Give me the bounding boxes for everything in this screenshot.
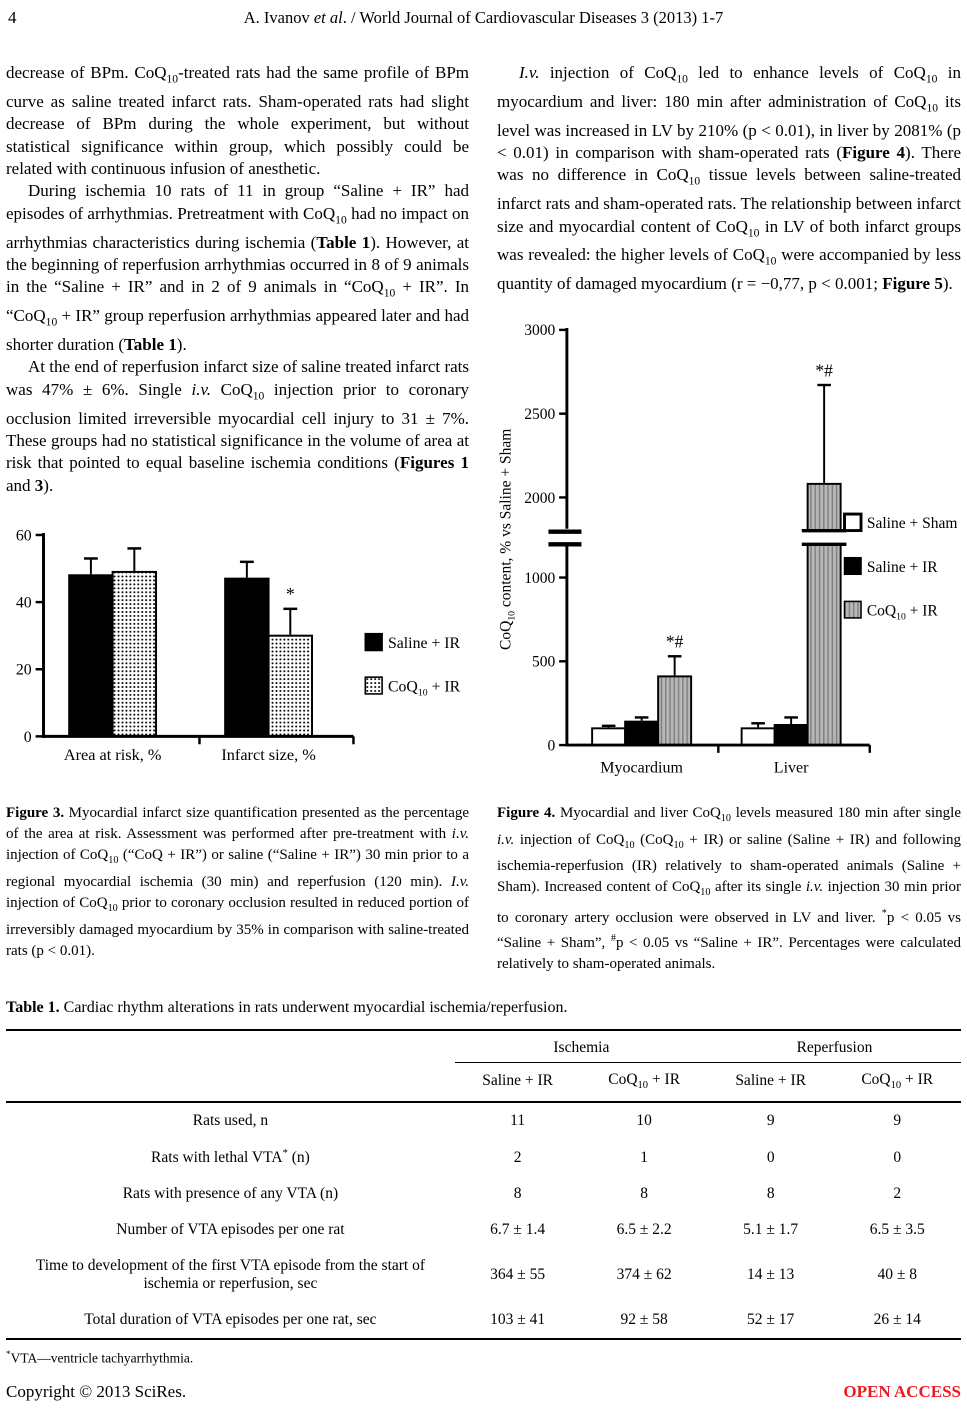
cell-value: 9 (766, 1112, 775, 1130)
legend-label: Saline + IR (866, 558, 938, 576)
bar (592, 728, 625, 745)
running-title: A. Ivanov et al. / World Journal of Cardiovascular Diseases 3 (2013) 1-7 (243, 8, 724, 27)
cell-value: 2 (513, 1148, 522, 1166)
paragraph: decrease of BPm. CoQ$_{10}$-treated rats had the same profile of BPm curve as saline treated infarct rats. Sham-operated rats had slight decrease of BPm during the whole experiment, but without statistical significance within group, which possibly could be related with continuous infusion of anesthetic. (6, 63, 469, 179)
cell-value: 6.7 ± 1.4 (490, 1221, 546, 1239)
table-row (6, 1176, 961, 1212)
col-header: Saline + IR (708, 1062, 834, 1102)
cell-value: 8 (766, 1185, 775, 1203)
y-tick-label: 500 (531, 653, 556, 671)
cell-value: 103 ± 41 (455, 1302, 581, 1339)
cell-value: 8 (640, 1185, 649, 1203)
y-tick-label: 0 (23, 729, 32, 747)
bar (658, 676, 691, 745)
legend-label: CoQ$_{10}$ + IR (866, 602, 938, 622)
bar (269, 636, 312, 737)
left-column (6, 62, 469, 975)
bar (742, 728, 775, 745)
figure4-bar-chart (497, 306, 961, 792)
table-row (6, 1139, 961, 1176)
page-footer (6, 1382, 961, 1404)
cell-value: 10 (636, 1112, 652, 1130)
cell-value: 374 ± 62 (616, 1266, 672, 1284)
significance-marker: * (285, 584, 295, 605)
cell-value: 9 (893, 1112, 902, 1130)
cell-value: 0 (766, 1148, 775, 1166)
col-header: CoQ$_{10}$ + IR (833, 1062, 961, 1102)
y-tick-label: 2500 (524, 405, 556, 423)
figure4 (497, 306, 961, 975)
table1-title: Table 1. Cardiac rhythm alterations in rats underwent myocardial ischemia/reperfusion. (6, 998, 568, 1016)
category-label: Liver (773, 758, 809, 776)
row-label: Rats with presence of any VTA (n) (122, 1185, 339, 1203)
cell-value: 6.5 ± 3.5 (869, 1221, 925, 1239)
y-tick-label: 3000 (524, 321, 556, 339)
blank-cell (6, 1030, 455, 1063)
y-tick-label: 20 (15, 661, 32, 679)
group-header-reperfusion: Reperfusion (708, 1030, 961, 1063)
y-tick-label: 1000 (524, 569, 556, 587)
category-label: Area at risk, % (63, 745, 162, 765)
blank-cell (6, 1062, 455, 1102)
cell-value: 1 (640, 1148, 649, 1166)
y-tick-label: 0 (547, 737, 556, 755)
bar (225, 579, 268, 737)
page-header (6, 8, 961, 32)
figure3-caption: Figure 3. Myocardial infarct size quantification presented as the percentage of the area at risk. Assessment was performed after pre-treatment with i.v. injection of CoQ$_{10}$ (“CoQ + IR”) or saline (“Saline + IR”) 30 min prior to a regional myocardial ischemia (30 min) and reperfusion (120 min). I.v. injection of CoQ$_{10}$ prior to coronary occlusion resulted in reduced portion of irreversibly damaged myocardium by 35% in comparison with saline-treated rats (p < 0.01). (6, 805, 470, 959)
legend-label: CoQ$_{10}$ + IR (388, 678, 461, 699)
table-row (6, 1302, 961, 1339)
figure4-caption: Figure 4. Myocardial and liver CoQ$_{10}$ levels measured 180 min after single i.v. injection of CoQ$_{10}$ (CoQ$_{10}$ + IR) or saline (Saline + IR) and following ischemia-reperfusion (IR) relatively to sham-operated animals (Saline + Sham). Increased content of CoQ$_{10}$ after its single i.v. injection 30 min prior to coronary artery occlusion were observed in LV and liver. *p < 0.05 vs “Saline + Sham”, #p < 0.05 vs “Saline + IR”. Percentages were calculated relatively to sham-operated animals. (497, 804, 962, 973)
figure3 (6, 507, 469, 961)
significance-marker: *# (815, 359, 833, 380)
cell-value: 6.5 ± 2.2 (616, 1221, 672, 1239)
table1-section (6, 999, 961, 1367)
table-row (6, 1212, 961, 1248)
cell-value: 92 ± 58 (580, 1302, 708, 1339)
legend-label: Saline + IR (388, 635, 461, 653)
bar (625, 721, 658, 744)
page-number: 4 (8, 8, 17, 27)
cell-value: 11 (510, 1112, 526, 1130)
cell-value: 2 (893, 1185, 902, 1203)
table-body (6, 1102, 961, 1339)
row-label: Time to development of the first VTA episode from the start of ischemia or reperfusion, sec (35, 1257, 426, 1293)
bar (69, 576, 112, 737)
col-header: Saline + IR (455, 1062, 581, 1102)
table-subheader-row (6, 1062, 961, 1102)
cell-value: 14 ± 13 (747, 1266, 795, 1284)
cell-value: 8 (513, 1185, 522, 1203)
row-label: Total duration of VTA episodes per one rat, sec (6, 1302, 455, 1339)
legend-swatch (845, 514, 862, 531)
legend-swatch (365, 677, 382, 694)
cell-value: 26 ± 14 (833, 1302, 961, 1339)
paragraph: I.v. injection of CoQ$_{10}$ led to enhance levels of CoQ$_{10}$ in myocardium and liver: 180 min after administration of CoQ$_{10}$ its level was increased in LV by 210% (p < 0.01), in liver by 2081% (p < 0.01) in comparison with sham-operated rats (Figure 4). There was no difference in CoQ$_{10}$ tissue levels between saline-treated infarct rats and sham-operated rats. The relationship between infarct size and myocardial content of CoQ$_{10}$ in LV of both infarct groups was revealed: the higher levels of CoQ$_{10}$ were accompanied by less quantity of damaged myocardium (r = −0,77, p < 0.001; Figure 5). (497, 63, 961, 294)
group-header-ischemia: Ischemia (455, 1030, 708, 1063)
paragraph: At the end of reperfusion infarct size of saline treated infarct rats was 47% ± 6%. Single i.v. CoQ$_{10}$ injection prior to coronary occlusion limited irreversible myocardial cell injury to 31 ± 7%. These groups had no statistical significance in the volume of area at risk that pointed to equal baseline ischemia conditions (Figures 1 and 3). (6, 357, 469, 495)
row-label: Number of VTA episodes per one rat (116, 1221, 345, 1239)
category-label: Myocardium (600, 758, 683, 776)
row-label: Rats with lethal VTA* (n) (151, 1148, 310, 1167)
paragraph: During ischemia 10 rats of 11 in group “Saline + IR” had episodes of arrhythmias. Pretreatment with CoQ$_{10}$ had no impact on arrhythmias characteristics during ischemia (Table 1). However, at the beginning of reperfusion arrhythmias occurred in 8 of 9 animals in the “Saline + IR” and in 2 of 9 animals in “CoQ$_{10}$ + IR”. In “CoQ$_{10}$ + IR” group reperfusion arrhythmias appeared later and had shorter duration (Table 1). (6, 181, 470, 355)
right-column (497, 62, 961, 975)
open-access-label: OPEN ACCESS (843, 1382, 961, 1401)
table-row (6, 1248, 961, 1302)
cell-value: 5.1 ± 1.7 (743, 1221, 799, 1239)
legend-swatch (845, 601, 862, 618)
legend-swatch (365, 634, 382, 651)
cell-value: 0 (893, 1148, 902, 1166)
row-label: Rats used, n (192, 1112, 269, 1130)
figure3-bar-chart (6, 507, 466, 792)
cell-value: 40 ± 8 (877, 1266, 917, 1284)
category-label: Infarct size, % (221, 745, 316, 765)
bar (113, 572, 156, 736)
significance-marker: *# (665, 631, 684, 652)
cell-value: 52 ± 17 (708, 1302, 834, 1339)
bar (808, 483, 841, 744)
col-header: CoQ$_{10}$ + IR (580, 1062, 708, 1102)
legend-label: Saline + Sham (866, 514, 958, 532)
rhythm-table (6, 1029, 961, 1340)
y-tick-label: 2000 (524, 489, 556, 507)
y-tick-label: 40 (15, 594, 32, 612)
bar (775, 725, 808, 745)
two-column-body (6, 62, 961, 975)
table-row (6, 1102, 961, 1139)
legend-swatch (845, 557, 862, 574)
table-group-header-row (6, 1030, 961, 1063)
y-tick-label: 60 (15, 527, 32, 545)
cell-value: 364 ± 55 (490, 1266, 546, 1284)
copyright-text: Copyright © 2013 SciRes. (6, 1382, 187, 1401)
table-footnote: *VTA—ventricle tachyarrhythmia. (6, 1349, 194, 1366)
y-axis-title: CoQ$_{10}$ content, % vs Saline + Sham (497, 428, 518, 650)
